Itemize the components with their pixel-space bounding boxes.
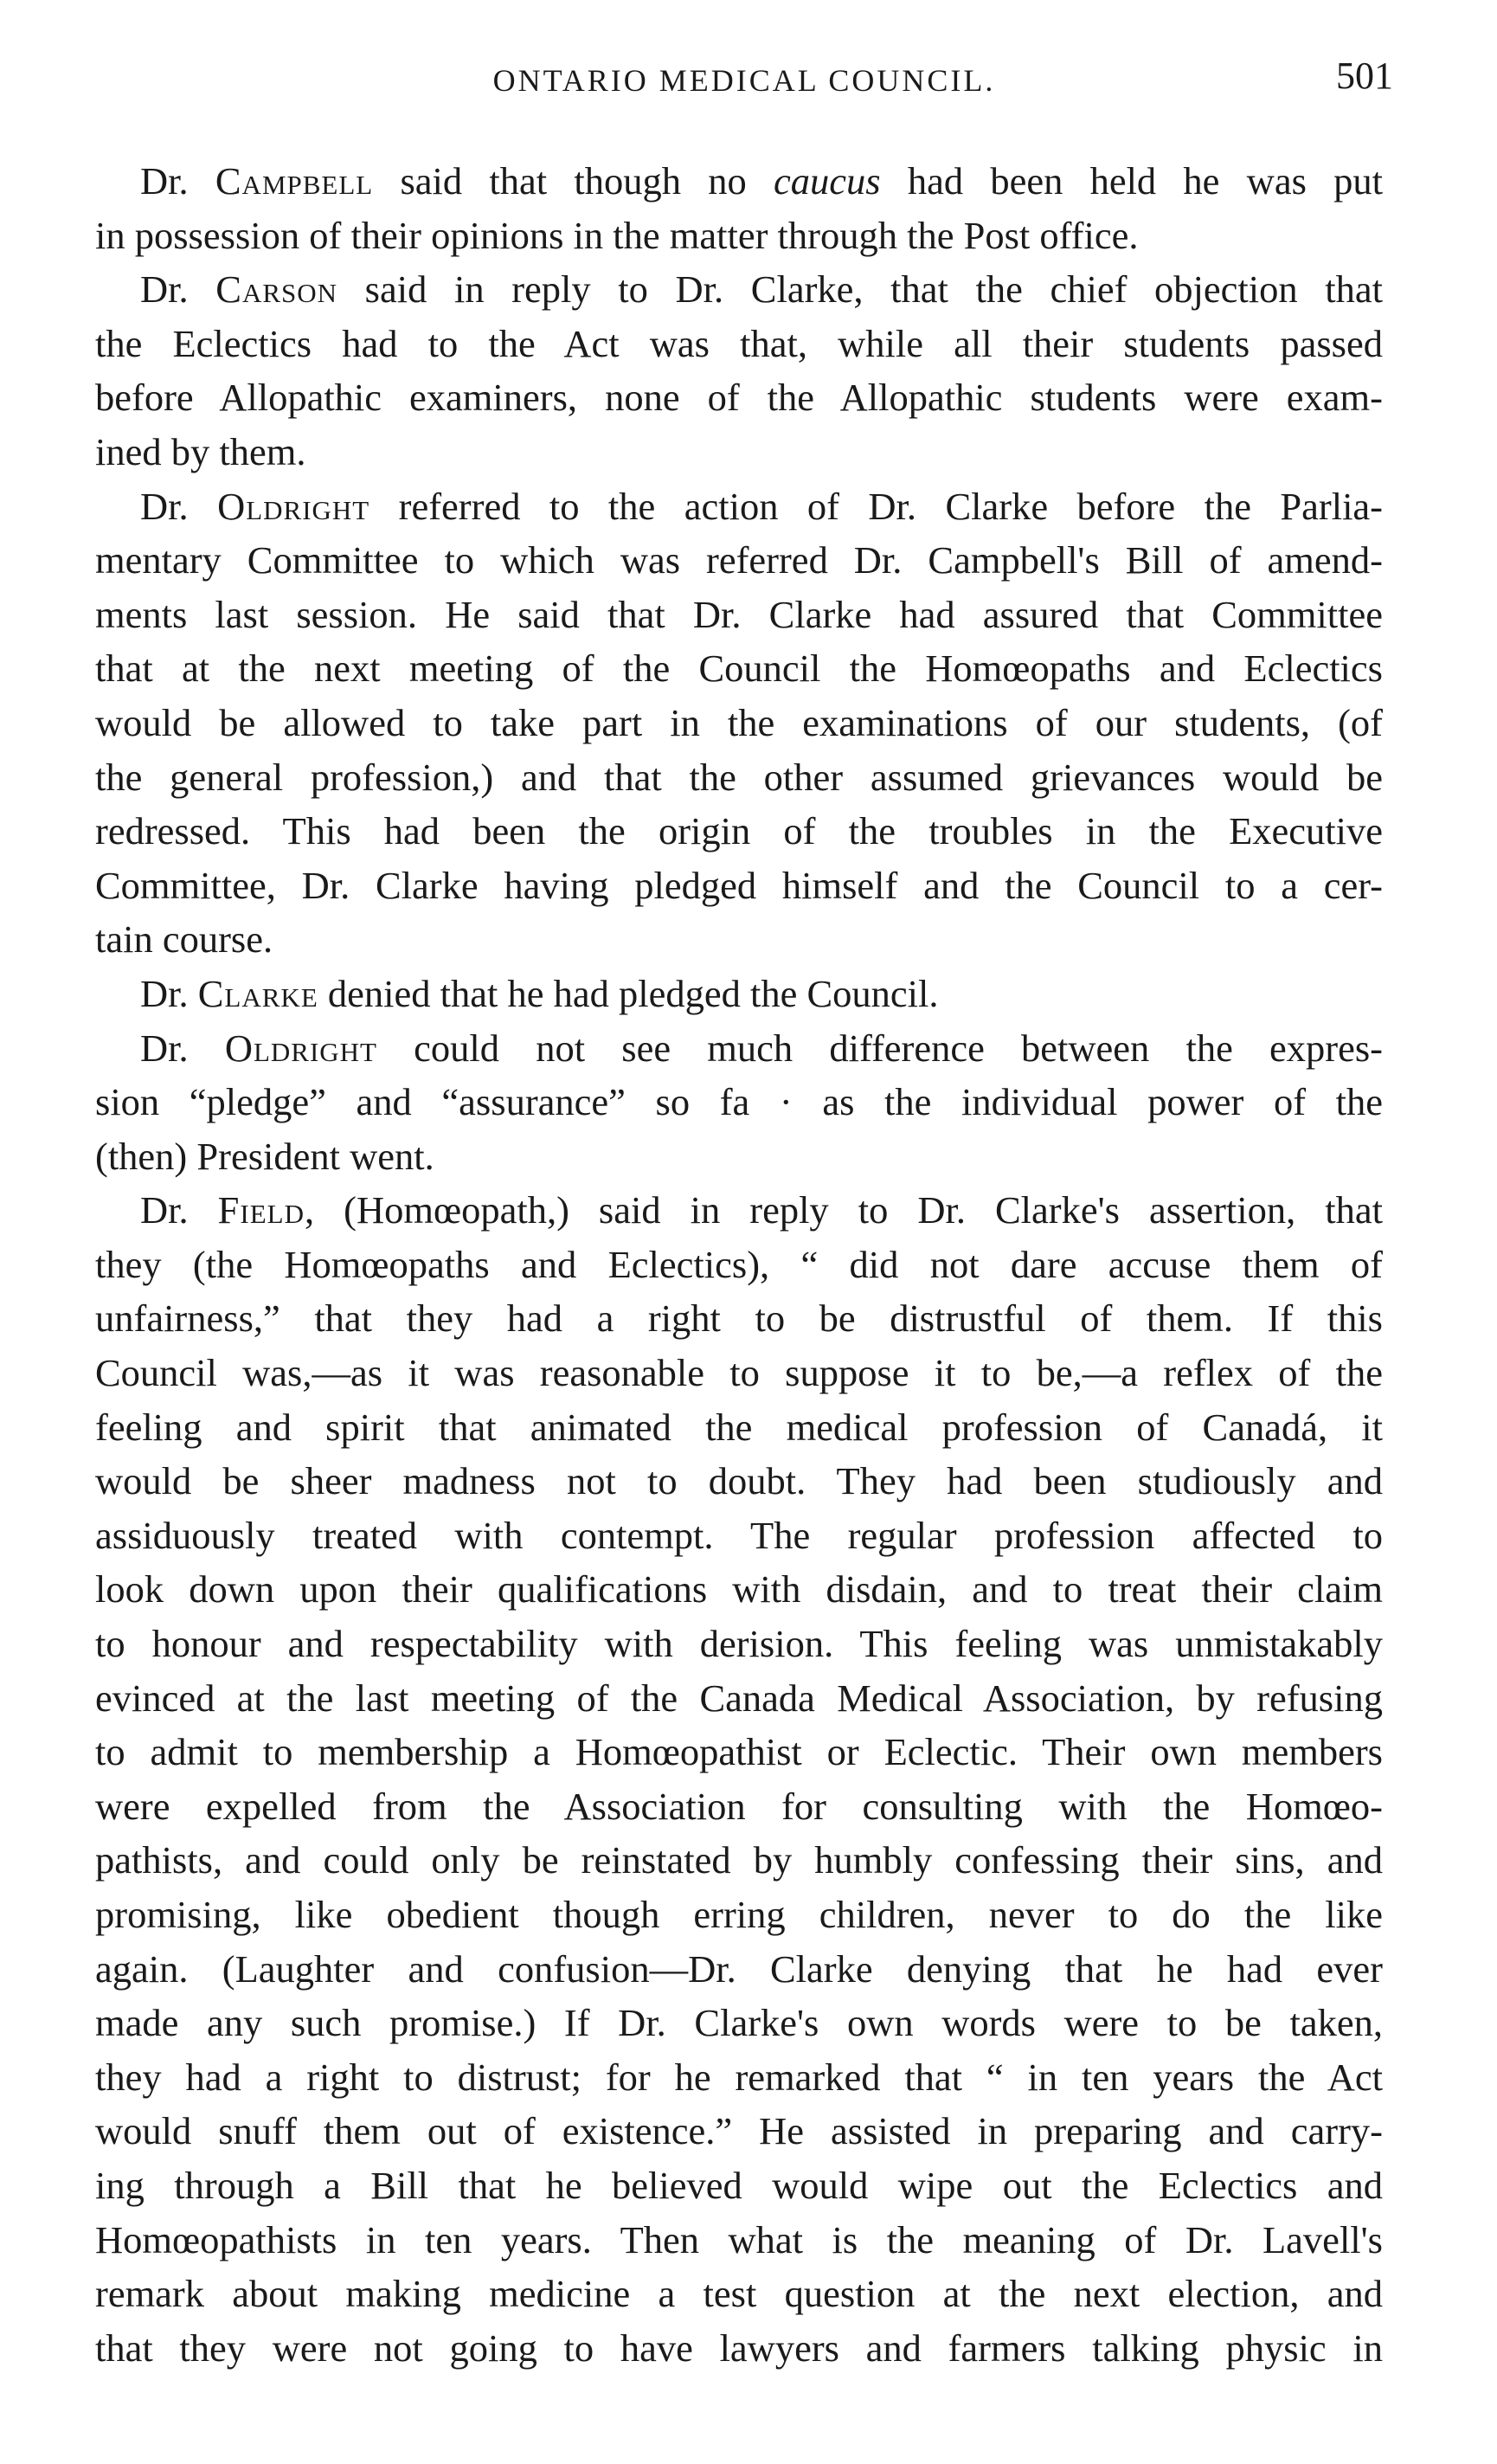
paragraph-carson [95,262,1383,479]
speaker-name: Oldright [224,1026,377,1070]
text-line: Dr. Oldright referred to the action of Dr. Clarke before the Parlia- [140,484,1383,528]
body-text [95,154,1383,2375]
text-line: assiduously treated with contempt. The regular profession affected to [95,1513,1383,1557]
text-line: evinced at the last meeting of the Canada Medical Association, by refusing [95,1676,1383,1720]
text-line: that they were not going to have lawyers and farmers talking physic in [95,2326,1383,2370]
running-header [95,54,1393,106]
text-line: made any such promise.) If Dr. Clarke's own words were to be taken, [95,2001,1383,2045]
page-number: 501 [1336,55,1393,97]
text-line: to admit to membership a Homœopathist or Eclectic. Their own members [95,1730,1383,1774]
text-line: would be allowed to take part in the examinations of our students, (of [95,700,1383,744]
speaker-name: Campbell [215,159,374,203]
text-line: Dr. Oldright could not see much difference between the expres- [140,1026,1383,1070]
text-line: (then) President went. [95,1134,434,1178]
text-line: would be sheer madness not to doubt. They had been studiously and [95,1459,1383,1503]
text-line: redressed. This had been the origin of the troubles in the Executive [95,809,1383,853]
text-line: ing through a Bill that he believed would wipe out the Eclectics and [95,2163,1383,2207]
italic-term: caucus [774,159,881,203]
text-line: in possession of their opinions in the matter through the Post office. [95,213,1139,257]
text-line: that at the next meeting of the Council the Homœopaths and Eclectics [95,647,1383,691]
paragraph-campbell [95,154,1383,262]
text-line: they (the Homœopaths and Eclectics), “ did not dare accuse them of [95,1242,1383,1286]
text-line: unfairness,” that they had a right to be distrustful of them. If this [95,1296,1383,1341]
paragraph-oldright [95,479,1383,967]
speaker-name: Oldright [217,484,370,528]
text-line: they had a right to distrust; for he remarked that “ in ten years the Act [95,2055,1383,2099]
text-line: the general profession,) and that the other assumed grievances would be [95,755,1383,799]
speaker-name: Field [217,1188,305,1232]
paragraph-field [95,1183,1383,2375]
text-line: the Eclectics had to the Act was that, while all their students passed [95,321,1383,365]
speaker-name: Carson [215,267,338,312]
text-line: ments last session. He said that Dr. Clarke had assured that Committee [95,592,1383,636]
speaker-name: Clarke [197,971,318,1015]
text-line: Council was,—as it was reasonable to suppose it to be,—a reflex of the [95,1351,1383,1395]
running-title: ONTARIO MEDICAL COUNCIL. [492,63,996,98]
text-line: to honour and respectability with derision. This feeling was unmistakably [95,1622,1383,1666]
text-line: promising, like obedient though erring children, never to do the like [95,1893,1383,1936]
text-line: Dr. Carson said in reply to Dr. Clarke, that the chief objection that [140,267,1383,312]
text-line: look down upon their qualifications with disdain, and to treat their claim [95,1567,1383,1612]
text-line: tain course. [95,917,273,962]
text-line: feeling and spirit that animated the medical profession of Canadá, it [95,1405,1383,1449]
text-line: Homœopathists in ten years. Then what is the meaning of Dr. Lavell's [95,2217,1383,2261]
text-line: pathists, and could only be reinstated by humbly confessing their sins, and [95,1838,1383,1882]
text-line: ined by them. [95,429,306,473]
paragraph-clarke [95,967,1383,1021]
text-line: before Allopathic examiners, none of the Allopathic students were exam- [95,376,1383,420]
text-line: Committee, Dr. Clarke having pledged himself and the Council to a cer- [95,863,1383,907]
text-line: would snuff them out of existence.” He assisted in preparing and carry- [95,2109,1383,2153]
text-line: sion “pledge” and “assurance” so fa · as the individual power of the [95,1080,1383,1124]
text-line: again. (Laughter and confusion—Dr. Clarke denying that he had ever [95,1946,1383,1991]
text-line: remark about making medicine a test question at the next election, and [95,2272,1383,2316]
text-line: Dr. Clarke denied that he had pledged the Council. [140,971,939,1015]
paragraph-oldright-2 [95,1021,1383,1184]
text-line: were expelled from the Association for consulting with the Homœo- [95,1784,1383,1828]
text-line: Dr. Field, (Homœopath,) said in reply to Dr. Clarke's assertion, that [140,1188,1383,1232]
text-line: Dr. Campbell said that though no caucus had been held he was put [140,159,1383,203]
text-line: mentary Committee to which was referred Dr. Campbell's Bill of amend- [95,538,1383,582]
